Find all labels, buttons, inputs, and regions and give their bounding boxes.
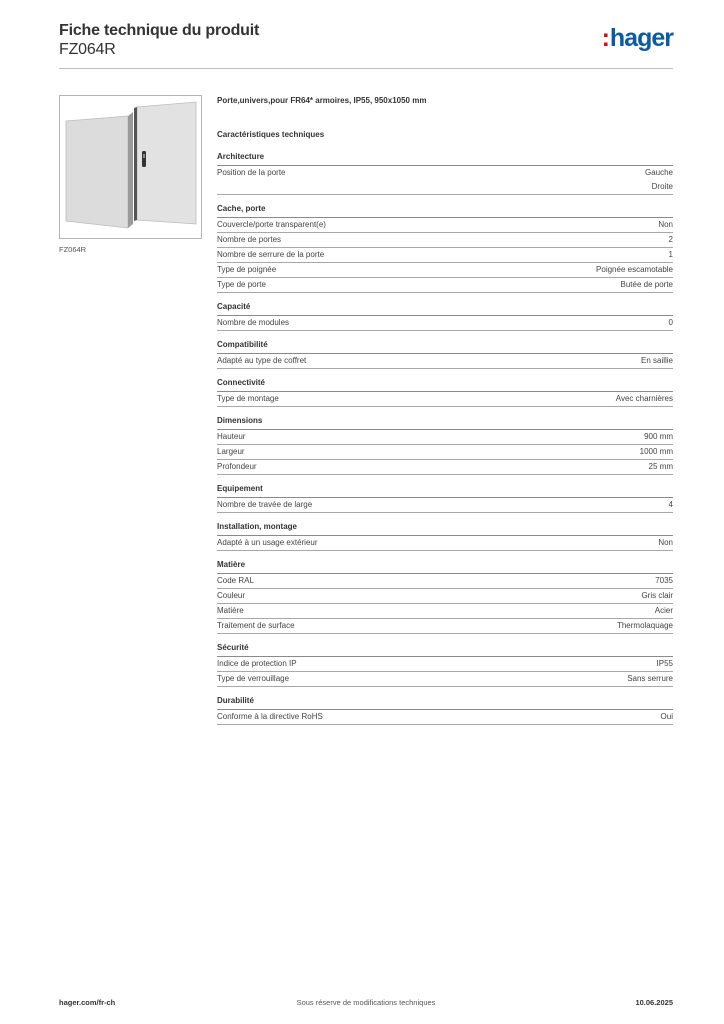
spec-value-line: Gauche xyxy=(644,168,673,177)
spec-row xyxy=(217,233,673,248)
spec-value xyxy=(669,248,673,262)
spec-group-title: Compatibilité xyxy=(217,339,673,354)
spec-value-line: Butée de porte xyxy=(620,280,673,289)
spec-label: Position de la porte xyxy=(217,168,286,177)
spec-value xyxy=(641,589,673,603)
spec-row xyxy=(217,263,673,278)
spec-value-line: Avec charnières xyxy=(615,394,673,403)
spec-groups xyxy=(217,151,673,725)
spec-label: Code RAL xyxy=(217,576,254,585)
spec-row xyxy=(217,589,673,604)
door-panel-icon xyxy=(60,96,201,238)
spec-label: Type de montage xyxy=(217,394,279,403)
spec-row xyxy=(217,574,673,589)
spec-row xyxy=(217,672,673,687)
product-image xyxy=(59,95,202,239)
spec-row xyxy=(217,619,673,634)
footer-notice: Sous réserve de modifications techniques xyxy=(296,998,436,1007)
spec-row xyxy=(217,460,673,475)
spec-value xyxy=(617,619,673,633)
product-description: Porte,univers,pour FR64* armoires, IP55, 950x1050 mm xyxy=(217,96,427,105)
spec-value xyxy=(627,672,673,686)
product-code: FZ064R xyxy=(59,41,116,58)
specs-title: Caractéristiques techniques xyxy=(217,130,325,139)
spec-row xyxy=(217,354,673,369)
spec-value-line: 1 xyxy=(668,250,673,259)
spec-label: Type de porte xyxy=(217,280,266,289)
spec-value-line: Acier xyxy=(654,606,673,615)
spec-group xyxy=(217,521,673,551)
spec-group xyxy=(217,695,673,725)
spec-value xyxy=(616,392,673,406)
spec-label: Couvercle/porte transparent(e) xyxy=(217,220,326,229)
spec-label: Nombre de travée de large xyxy=(217,500,313,509)
product-specs xyxy=(217,96,673,733)
spec-group xyxy=(217,559,673,634)
spec-label: Type de poignée xyxy=(217,265,277,274)
spec-value xyxy=(649,460,673,474)
spec-row xyxy=(217,218,673,233)
page-header xyxy=(59,20,673,68)
hager-logo xyxy=(602,24,673,53)
spec-value xyxy=(669,316,673,330)
spec-label: Conforme à la directive RoHS xyxy=(217,712,323,721)
spec-group-title: Dimensions xyxy=(217,415,673,430)
spec-group-title: Equipement xyxy=(217,483,673,498)
spec-value-line: En saillie xyxy=(640,356,673,365)
spec-value-line: 1000 mm xyxy=(639,447,673,456)
spec-value xyxy=(655,574,673,588)
footer-website: hager.com/fr-ch xyxy=(59,998,116,1007)
spec-group-title: Architecture xyxy=(217,151,673,166)
spec-value-line: Gris clair xyxy=(641,591,673,600)
spec-row xyxy=(217,166,673,195)
spec-label: Traitement de surface xyxy=(217,621,295,630)
spec-value xyxy=(621,278,673,292)
spec-row xyxy=(217,710,673,725)
spec-value xyxy=(658,536,673,550)
spec-row xyxy=(217,498,673,513)
image-caption: FZ064R xyxy=(59,245,87,254)
spec-row xyxy=(217,536,673,551)
spec-value xyxy=(657,657,673,671)
spec-value-line: 25 mm xyxy=(648,462,673,471)
spec-group xyxy=(217,151,673,195)
spec-label: Indice de protection IP xyxy=(217,659,297,668)
spec-row xyxy=(217,657,673,672)
spec-label: Hauteur xyxy=(217,432,246,441)
spec-value xyxy=(661,710,673,724)
spec-label: Profondeur xyxy=(217,462,257,471)
spec-value xyxy=(655,604,673,618)
spec-value-line: Non xyxy=(658,220,673,229)
spec-value xyxy=(669,498,673,512)
spec-label: Nombre de modules xyxy=(217,318,290,327)
spec-value-line: Oui xyxy=(660,712,673,721)
spec-value-line: Thermolaquage xyxy=(616,621,673,630)
spec-label: Largeur xyxy=(217,447,245,456)
spec-value-line: Droite xyxy=(651,182,673,191)
spec-row xyxy=(217,430,673,445)
spec-value-line: 900 mm xyxy=(644,432,673,441)
spec-group-title: Sécurité xyxy=(217,642,673,657)
spec-label: Adapté à un usage extérieur xyxy=(217,538,318,547)
spec-label: Nombre de portes xyxy=(217,235,282,244)
spec-group xyxy=(217,642,673,687)
spec-value xyxy=(658,218,673,232)
spec-value xyxy=(640,445,673,459)
footer-date: 10.06.2025 xyxy=(635,998,673,1007)
spec-label: Couleur xyxy=(217,591,246,600)
spec-value xyxy=(641,354,673,368)
spec-value-line: IP55 xyxy=(656,659,673,668)
spec-value-line: Sans serrure xyxy=(627,674,673,683)
spec-value-line: 2 xyxy=(668,235,673,244)
document-title: Fiche technique du produit xyxy=(59,22,260,39)
spec-group-title: Matière xyxy=(217,559,673,574)
header-divider xyxy=(59,68,673,69)
spec-group-title: Installation, montage xyxy=(217,521,673,536)
spec-group xyxy=(217,339,673,369)
spec-value xyxy=(669,233,673,247)
spec-row xyxy=(217,604,673,619)
spec-value xyxy=(644,430,673,444)
spec-value-line: Non xyxy=(658,538,673,547)
spec-group-title: Cache, porte xyxy=(217,203,673,218)
spec-group xyxy=(217,203,673,293)
spec-group xyxy=(217,301,673,331)
spec-group-title: Capacité xyxy=(217,301,673,316)
spec-value xyxy=(645,166,673,194)
spec-row xyxy=(217,278,673,293)
logo-colon-icon: : xyxy=(601,24,609,52)
spec-row xyxy=(217,392,673,407)
spec-group xyxy=(217,483,673,513)
logo-text: hager xyxy=(609,24,673,52)
spec-label: Matière xyxy=(217,606,244,615)
spec-row xyxy=(217,445,673,460)
spec-value-line: 4 xyxy=(668,500,673,509)
spec-value-line: Poignée escamotable xyxy=(596,265,673,274)
spec-label: Adapté au type de coffret xyxy=(217,356,307,365)
spec-group-title: Durabilité xyxy=(217,695,673,710)
spec-label: Type de verrouillage xyxy=(217,674,290,683)
spec-row xyxy=(217,316,673,331)
spec-group xyxy=(217,377,673,407)
spec-group xyxy=(217,415,673,475)
spec-value-line: 7035 xyxy=(655,576,673,585)
spec-group-title: Connectivité xyxy=(217,377,673,392)
spec-value-line: 0 xyxy=(668,318,673,327)
spec-label: Nombre de serrure de la porte xyxy=(217,250,325,259)
spec-value xyxy=(596,263,673,277)
spec-row xyxy=(217,248,673,263)
